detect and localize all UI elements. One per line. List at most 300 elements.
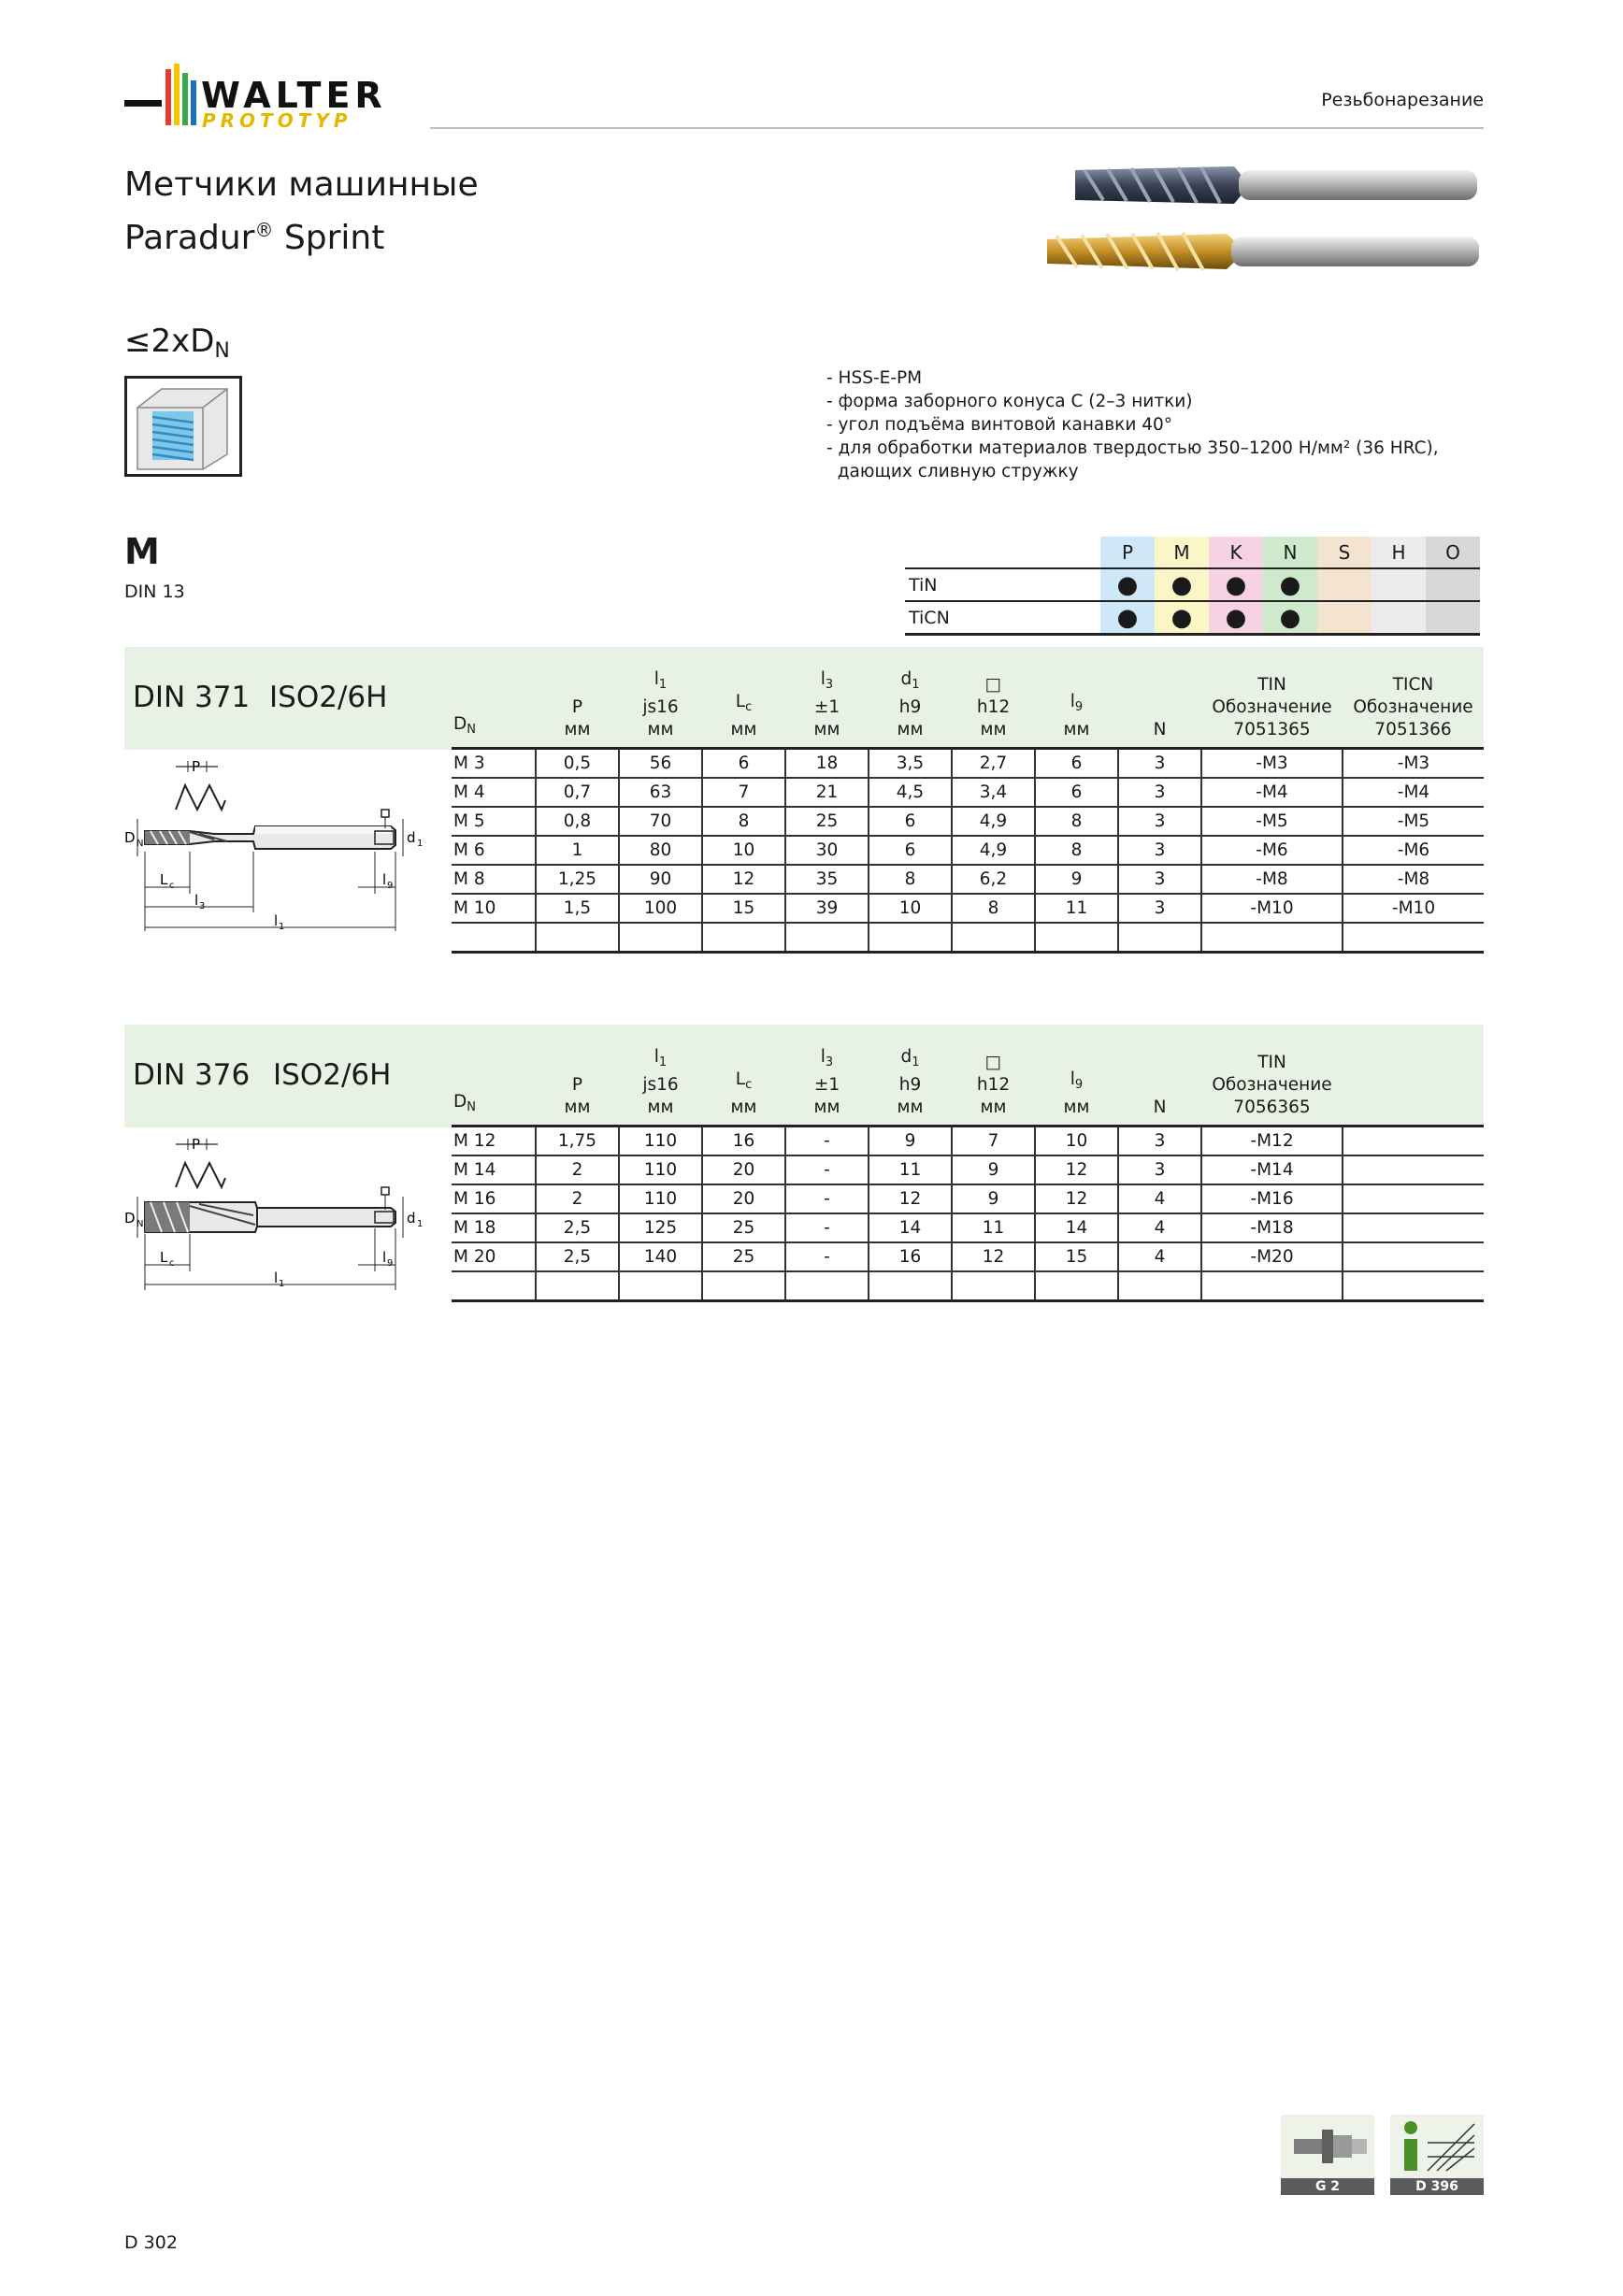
logo-main-text: WALTER xyxy=(201,75,387,116)
header-text xyxy=(785,668,869,696)
table1-title: DIN 371 xyxy=(133,681,251,714)
table-cell: - xyxy=(785,1213,869,1242)
table-cell: -M10 xyxy=(1201,894,1343,923)
header-text xyxy=(785,1046,869,1074)
table1-header-row xyxy=(452,666,1484,748)
suitability-mark: ● xyxy=(1100,568,1155,601)
table2-header-row xyxy=(452,1043,1484,1126)
page-title xyxy=(124,163,479,261)
table-row xyxy=(452,865,1484,894)
table-cell xyxy=(702,1271,785,1301)
table-row xyxy=(452,1213,1484,1242)
header-text: js16 xyxy=(642,1074,679,1095)
table-row xyxy=(452,1184,1484,1213)
table-cell xyxy=(952,923,1035,953)
table-row xyxy=(452,1242,1484,1271)
table-cell: 12 xyxy=(1035,1155,1118,1184)
table-cell: 3 xyxy=(1118,748,1201,778)
header-text: h9 xyxy=(898,696,922,717)
feature-item: - для обработки материалов твердостью 350–1200 Н/мм² (36 HRC), xyxy=(826,438,1439,458)
header-text: мм xyxy=(1063,719,1090,739)
header-text xyxy=(702,1069,785,1097)
col-tin xyxy=(1201,1043,1343,1126)
tap-tin-icon xyxy=(1066,157,1487,213)
table-cell: M 14 xyxy=(452,1155,536,1184)
header-text: 1 xyxy=(658,677,668,692)
table-cell: 3 xyxy=(1118,1155,1201,1184)
header-text: 7051366 xyxy=(1374,719,1452,739)
coating-label: TiN xyxy=(905,568,1100,601)
material-col-n: N xyxy=(1263,537,1317,568)
table-cell: 6 xyxy=(702,748,785,778)
material-table xyxy=(905,537,1480,636)
table-cell: 80 xyxy=(619,836,702,865)
table-cell: 6,2 xyxy=(952,865,1035,894)
table-cell: M 18 xyxy=(452,1213,536,1242)
table-cell: -M4 xyxy=(1343,778,1484,807)
material-header-row xyxy=(905,537,1480,568)
table-cell: 90 xyxy=(619,865,702,894)
table-cell: -M3 xyxy=(1343,748,1484,778)
thread-standard: DIN 13 xyxy=(124,581,185,602)
header-text xyxy=(619,1046,702,1074)
table-cell: -M6 xyxy=(1201,836,1343,865)
table-cell: 35 xyxy=(785,865,869,894)
depth-prefix: ≤2xD xyxy=(124,323,215,360)
table-cell: 0,8 xyxy=(536,807,619,836)
header-text: мм xyxy=(897,719,924,739)
table-cell xyxy=(869,923,952,953)
table-cell: -M18 xyxy=(1201,1213,1343,1242)
table-cell: 15 xyxy=(1035,1242,1118,1271)
registered-mark: ® xyxy=(254,219,274,241)
table-row xyxy=(452,1126,1484,1155)
header-text: мм xyxy=(564,719,591,739)
table-cell: 3 xyxy=(1118,865,1201,894)
header-text: TIN xyxy=(1257,674,1286,695)
suitability-mark: ● xyxy=(1155,568,1209,601)
table-row xyxy=(452,923,1484,953)
header-text: TIN xyxy=(1257,1052,1286,1072)
table-cell: 2,5 xyxy=(536,1242,619,1271)
table-cell: 110 xyxy=(619,1184,702,1213)
table-cell xyxy=(619,1271,702,1301)
table-cell: 10 xyxy=(869,894,952,923)
header-text: мм xyxy=(813,1097,840,1117)
title-name: Paradur xyxy=(124,219,255,257)
table-cell xyxy=(619,923,702,953)
table-row xyxy=(452,807,1484,836)
table-cell: M 4 xyxy=(452,778,536,807)
header-text: P xyxy=(571,1074,583,1095)
header-text: мм xyxy=(730,1097,757,1117)
header-text xyxy=(1035,1069,1118,1097)
badge-d396[interactable] xyxy=(1390,2115,1484,2195)
table-cell: 12 xyxy=(702,865,785,894)
table-cell: 9 xyxy=(1035,865,1118,894)
table-row xyxy=(452,1271,1484,1301)
table-cell: 12 xyxy=(869,1184,952,1213)
badge-g2[interactable] xyxy=(1281,2115,1374,2195)
feature-item: - HSS-E-PM xyxy=(826,368,923,388)
col-square xyxy=(952,666,1035,748)
material-row-ticn xyxy=(905,601,1480,635)
table-cell: 4 xyxy=(1118,1242,1201,1271)
drawing-label-dn-sub: N xyxy=(136,1219,144,1229)
table1-body xyxy=(452,748,1484,952)
suitability-mark: ● xyxy=(1263,601,1317,635)
table-cell: 3 xyxy=(1118,1126,1201,1155)
table-cell xyxy=(905,537,1100,568)
material-col-m: M xyxy=(1155,537,1209,568)
table-cell xyxy=(1343,1184,1484,1213)
suitability-mark xyxy=(1317,568,1372,601)
table-cell: 2,7 xyxy=(952,748,1035,778)
suitability-mark xyxy=(1426,601,1480,635)
feature-item: дающих сливную стружку xyxy=(826,462,1079,481)
table2-title: DIN 376 xyxy=(133,1058,251,1092)
table-cell: M 16 xyxy=(452,1184,536,1213)
table-cell xyxy=(1118,1271,1201,1301)
suitability-mark xyxy=(1372,601,1426,635)
table-cell xyxy=(952,1271,1035,1301)
header-text: мм xyxy=(1063,1097,1090,1117)
col-ticn xyxy=(1343,666,1484,748)
material-col-o: O xyxy=(1426,537,1480,568)
table-cell: M 12 xyxy=(452,1126,536,1155)
table-cell: 14 xyxy=(1035,1213,1118,1242)
drawing-label-l9-sub: 9 xyxy=(387,881,394,891)
table-cell: 8 xyxy=(869,865,952,894)
table-cell: 3 xyxy=(1118,778,1201,807)
table-cell: 3 xyxy=(1118,836,1201,865)
title-line2 xyxy=(124,208,479,261)
col-l1 xyxy=(619,1043,702,1126)
table-cell xyxy=(1118,923,1201,953)
drawing-label-l3-sub: 3 xyxy=(199,901,206,911)
header-text: N xyxy=(467,1099,476,1114)
header-text: l xyxy=(1070,1069,1075,1089)
col-l3 xyxy=(785,666,869,748)
table-cell: 6 xyxy=(1035,778,1118,807)
header-text: Обозначение xyxy=(1353,696,1473,717)
header-text: мм xyxy=(730,719,757,739)
suitability-mark: ● xyxy=(1209,568,1263,601)
table-cell: 4,5 xyxy=(869,778,952,807)
table-cell: 9 xyxy=(869,1126,952,1155)
col-lc xyxy=(702,666,785,748)
table-cell: 20 xyxy=(702,1155,785,1184)
header-text xyxy=(619,668,702,696)
badge-d396-label: D 396 xyxy=(1415,2179,1458,2194)
header-text: мм xyxy=(897,1097,924,1117)
drawing-label-d1-sub: 1 xyxy=(417,1219,424,1229)
header-text: h12 xyxy=(976,696,1011,717)
table-cell: 9 xyxy=(952,1155,1035,1184)
table-cell: 2 xyxy=(536,1184,619,1213)
table-cell: -M10 xyxy=(1343,894,1484,923)
drawing-label-l1: l xyxy=(274,912,279,929)
drawing-label-dn: D xyxy=(124,829,136,846)
header-text: d xyxy=(900,1046,912,1067)
table-cell: 16 xyxy=(702,1126,785,1155)
header-text: 3 xyxy=(825,677,834,692)
table-cell xyxy=(536,1271,619,1301)
header-text: мм xyxy=(564,1097,591,1117)
table-cell: 11 xyxy=(869,1155,952,1184)
header-text: 3 xyxy=(825,1055,834,1069)
table-cell: 6 xyxy=(1035,748,1118,778)
header-text: N xyxy=(467,722,476,737)
table-row xyxy=(452,748,1484,778)
drawing-label-l3: l xyxy=(194,892,199,909)
col-lc xyxy=(702,1043,785,1126)
header-text: мм xyxy=(980,1097,1007,1117)
tool-photo-tin xyxy=(1066,157,1487,213)
header-text xyxy=(869,668,952,696)
header-text: l xyxy=(654,668,659,689)
table-cell: 3,4 xyxy=(952,778,1035,807)
suitability-mark: ● xyxy=(1263,568,1317,601)
header-text: h12 xyxy=(976,1074,1011,1095)
table-cell: -M14 xyxy=(1201,1155,1343,1184)
drawing-label-lc: L xyxy=(160,1249,168,1266)
header-text: 7056365 xyxy=(1233,1097,1311,1117)
header-text: h9 xyxy=(898,1074,922,1095)
table-cell: - xyxy=(785,1155,869,1184)
col-tin xyxy=(1201,666,1343,748)
table-cell: 1,25 xyxy=(536,865,619,894)
tool-photo-ticn xyxy=(1040,222,1488,280)
badge-g2-label: G 2 xyxy=(1314,2179,1341,2194)
table-cell: 25 xyxy=(785,807,869,836)
drawing-label-dn-sub: N xyxy=(136,839,144,849)
table1-tolerance: ISO2/6H xyxy=(269,681,388,714)
col-p xyxy=(536,666,619,748)
header-text: N xyxy=(1153,719,1167,739)
table-row xyxy=(452,894,1484,923)
table-cell: 16 xyxy=(869,1242,952,1271)
table-cell xyxy=(1035,923,1118,953)
blind-hole-icon xyxy=(124,376,242,477)
header-text: ±1 xyxy=(813,1074,840,1095)
drawing-label-lc-sub: c xyxy=(169,881,175,891)
table-cell: 8 xyxy=(1035,836,1118,865)
table-cell xyxy=(785,1271,869,1301)
col-l9 xyxy=(1035,666,1118,748)
table-cell: -M5 xyxy=(1201,807,1343,836)
header-text: P xyxy=(571,696,583,717)
table-cell: 1 xyxy=(536,836,619,865)
table-cell xyxy=(1035,1271,1118,1301)
drawing-label-l1-sub: 1 xyxy=(279,922,285,932)
thread-letter: M xyxy=(124,531,160,572)
table-row xyxy=(452,836,1484,865)
col-d1 xyxy=(869,1043,952,1126)
table-cell: 110 xyxy=(619,1126,702,1155)
material-col-k: K xyxy=(1209,537,1263,568)
table-cell: -M16 xyxy=(1201,1184,1343,1213)
drawing-label-d1: d xyxy=(407,1210,416,1227)
header-text: l xyxy=(654,1046,659,1067)
material-col-p: P xyxy=(1100,537,1155,568)
table-cell: 6 xyxy=(869,807,952,836)
header-text: □ xyxy=(984,674,1002,695)
table-cell xyxy=(869,1271,952,1301)
table-cell: 15 xyxy=(702,894,785,923)
header-text: 9 xyxy=(1074,1077,1084,1092)
header-text: c xyxy=(745,1077,753,1092)
suitability-mark: ● xyxy=(1209,601,1263,635)
table-cell: 11 xyxy=(1035,894,1118,923)
header-text: Обозначение xyxy=(1212,696,1332,717)
header-text: D xyxy=(453,1091,467,1112)
suitability-mark xyxy=(1426,568,1480,601)
table-cell: 14 xyxy=(869,1213,952,1242)
header-text: N xyxy=(1153,1097,1167,1117)
table-cell: 10 xyxy=(702,836,785,865)
header-text: TICN xyxy=(1392,674,1434,695)
col-square xyxy=(952,1043,1035,1126)
table-cell: 125 xyxy=(619,1213,702,1242)
header-text: 9 xyxy=(1074,699,1084,714)
drawing-label-d1: d xyxy=(407,829,416,846)
table-cell: -M3 xyxy=(1201,748,1343,778)
header-text: мм xyxy=(647,1097,674,1117)
table-row xyxy=(452,778,1484,807)
title-line1: Метчики машинные xyxy=(124,165,479,204)
table-cell: 21 xyxy=(785,778,869,807)
table-cell: 10 xyxy=(1035,1126,1118,1155)
table2-data xyxy=(452,1043,1484,1302)
header-text: ±1 xyxy=(813,696,840,717)
col-dn xyxy=(452,1043,536,1126)
table-cell: 2 xyxy=(536,1155,619,1184)
table2-tolerance: ISO2/6H xyxy=(273,1058,392,1092)
header-text: c xyxy=(745,699,753,714)
table-cell: 0,7 xyxy=(536,778,619,807)
header-text: l xyxy=(1070,691,1075,711)
table-cell: 7 xyxy=(702,778,785,807)
table-cell: 70 xyxy=(619,807,702,836)
depth-sub: N xyxy=(214,339,230,363)
header-text: L xyxy=(735,1069,746,1089)
material-col-h: H xyxy=(1372,537,1426,568)
table-cell: 1,75 xyxy=(536,1126,619,1155)
drawing-label-d1-sub: 1 xyxy=(417,839,424,849)
header-text: □ xyxy=(984,1052,1002,1072)
suitability-mark xyxy=(1372,568,1426,601)
table-cell: 6 xyxy=(869,836,952,865)
table-cell xyxy=(785,923,869,953)
table-cell: -M4 xyxy=(1201,778,1343,807)
drawing-label-dn: D xyxy=(124,1210,136,1227)
table-cell: 12 xyxy=(952,1242,1035,1271)
table-cell: 12 xyxy=(1035,1184,1118,1213)
col-p xyxy=(536,1043,619,1126)
title-rest: Sprint xyxy=(273,219,385,257)
table-cell: 4,9 xyxy=(952,836,1035,865)
table-cell: 3,5 xyxy=(869,748,952,778)
table-cell: 56 xyxy=(619,748,702,778)
col-l3 xyxy=(785,1043,869,1126)
table-cell: 30 xyxy=(785,836,869,865)
header-text: 1 xyxy=(912,1055,920,1069)
header-text: D xyxy=(453,713,467,734)
header-text: мм xyxy=(980,719,1007,739)
drawing-label-l9: l xyxy=(382,871,387,888)
table-cell: -M5 xyxy=(1343,807,1484,836)
header-text: 1 xyxy=(912,677,920,692)
table-cell: 39 xyxy=(785,894,869,923)
drawing-label-lc: L xyxy=(160,871,168,888)
table-cell: -M12 xyxy=(1201,1126,1343,1155)
header-text: мм xyxy=(813,719,840,739)
drawing-label-l9: l xyxy=(382,1249,387,1266)
col-dn xyxy=(452,666,536,748)
table-cell: 25 xyxy=(702,1242,785,1271)
material-col-s: S xyxy=(1317,537,1372,568)
drawing-label-p: P xyxy=(192,1136,201,1153)
col-n xyxy=(1118,1043,1201,1126)
header-rule xyxy=(430,127,1484,129)
logo-sub-text: PROTOTYP xyxy=(202,109,352,132)
feature-item: - форма заборного конуса C (2–3 нитки) xyxy=(826,392,1193,411)
table-cell: 0,5 xyxy=(536,748,619,778)
page-number: D 302 xyxy=(124,2232,178,2253)
table-cell: M 6 xyxy=(452,836,536,865)
table-cell xyxy=(1343,1126,1484,1155)
table-cell: 2,5 xyxy=(536,1213,619,1242)
header-text xyxy=(702,691,785,719)
table-cell: 8 xyxy=(952,894,1035,923)
table-cell: 8 xyxy=(702,807,785,836)
table-cell xyxy=(452,923,536,953)
features-list xyxy=(826,366,1439,483)
drawing-label-p: P xyxy=(192,758,201,775)
table-cell: 3 xyxy=(1118,807,1201,836)
table-cell xyxy=(1343,923,1484,953)
table-cell: -M8 xyxy=(1201,865,1343,894)
table-cell xyxy=(1201,923,1343,953)
table-cell xyxy=(1343,1271,1484,1301)
table-cell: M 20 xyxy=(452,1242,536,1271)
drawing-label-lc-sub: c xyxy=(169,1258,175,1269)
feature-item: - угол подъёма винтовой канавки 40° xyxy=(826,415,1173,435)
table-cell: -M6 xyxy=(1343,836,1484,865)
header-text: 1 xyxy=(658,1055,668,1069)
table-cell: 4 xyxy=(1118,1213,1201,1242)
header-text: мм xyxy=(647,719,674,739)
table2-body xyxy=(452,1126,1484,1300)
table-cell: 1,5 xyxy=(536,894,619,923)
header-text: js16 xyxy=(642,696,679,717)
table-cell: 25 xyxy=(702,1213,785,1242)
table-cell: M 10 xyxy=(452,894,536,923)
material-row-tin xyxy=(905,568,1480,601)
table-cell xyxy=(702,923,785,953)
table-cell xyxy=(536,923,619,953)
col-n xyxy=(1118,666,1201,748)
suitability-mark xyxy=(1317,601,1372,635)
table-row xyxy=(452,1155,1484,1184)
table-cell: 4,9 xyxy=(952,807,1035,836)
table-cell: 8 xyxy=(1035,807,1118,836)
coating-label: TiCN xyxy=(905,601,1100,635)
table-cell: 100 xyxy=(619,894,702,923)
table-cell: - xyxy=(785,1184,869,1213)
tap-drawing-din376 xyxy=(124,1131,442,1299)
